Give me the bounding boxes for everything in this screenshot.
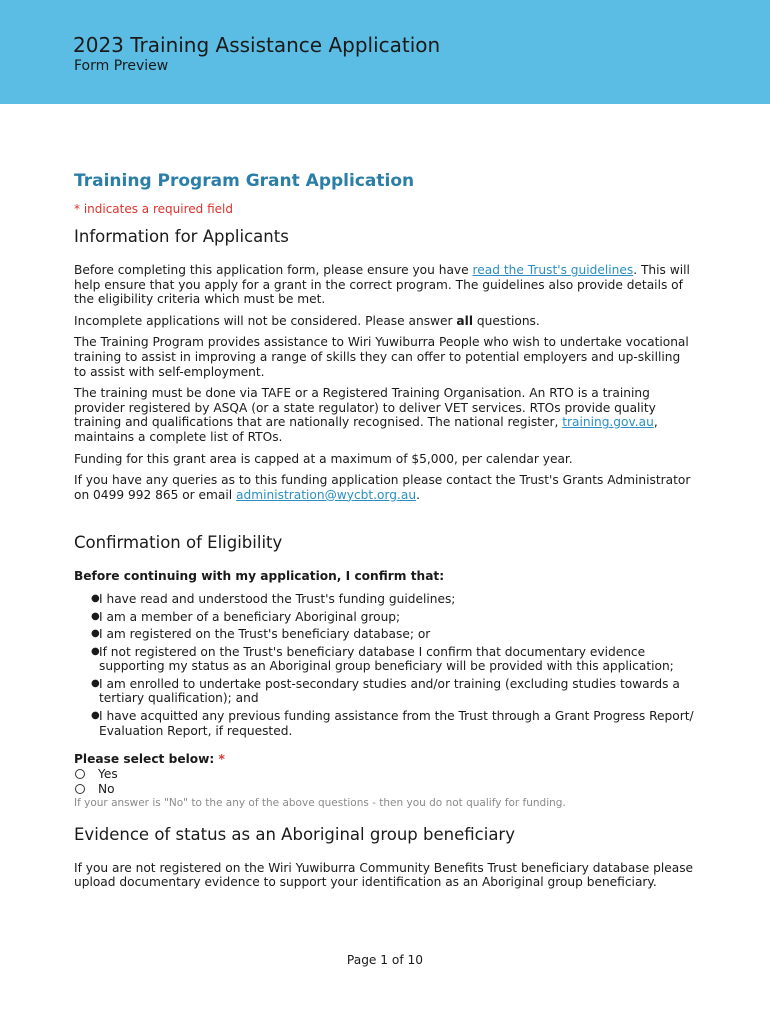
list-item-text: If not registered on the Trust's beneficiary database I confirm that documentary evidence supporting my status as an Aboriginal group beneficiary will be provided with this application; <box>99 644 674 674</box>
radio-yes[interactable] <box>74 767 694 782</box>
eligibility-hint: If your answer is "No" to the any of the above questions - then you do not qualify for funding. <box>74 796 566 809</box>
radio-no-label: No <box>98 781 115 796</box>
list-item: ● If not registered on the Trust's beneficiary database I confirm that documentary evidence supporting my status as an Aboriginal group beneficiary will be provided with this application; <box>91 644 674 674</box>
radio-circle-icon[interactable] <box>75 769 85 779</box>
info-p4-text: The training must be done via TAFE or a Registered Training Organisation. An RTO is a training provider registered by ASQA (or a state regulator) to deliver VET services. RTOs provide quality training and qualifications that are nationally recognised. The national register, <box>74 386 656 430</box>
info-paragraph-rto <box>74 386 694 444</box>
page-number: Page 1 of 10 <box>346 953 424 967</box>
eligibility-heading: Confirmation of Eligibility <box>74 533 283 553</box>
info-p6-text-after: . <box>416 487 420 502</box>
form-title: Training Program Grant Application <box>74 171 415 191</box>
list-item-text: I am enrolled to undertake post-secondary studies and/or training (excluding studies towards a tertiary qualification); and <box>99 676 680 706</box>
info-paragraph-contact <box>74 473 694 502</box>
select-label <box>74 752 694 767</box>
admin-email-link[interactable]: administration@wycbt.org.au <box>236 487 417 502</box>
info-p2-bold: all <box>456 313 474 328</box>
list-item: ● I have read and understood the Trust's funding guidelines; <box>91 591 456 606</box>
radio-no[interactable] <box>74 782 694 797</box>
app-subtitle: Form Preview <box>74 58 169 74</box>
info-p1-text-after: . This will help ensure that you apply for a grant in the correct program. The guidelines also provide details of the eligibility criteria which must be met. <box>74 263 690 307</box>
list-item-text: I am a member of a beneficiary Aboriginal group; <box>99 609 401 624</box>
evidence-paragraph: If you are not registered on the Wiri Yuwiburra Community Benefits Trust beneficiary database please upload documentary evidence to support your identification as an Aboriginal group beneficiary. <box>74 860 694 890</box>
list-item: ● I am enrolled to undertake post-secondary studies and/or training (excluding studies towards a tertiary qualification); and <box>91 676 680 706</box>
info-p4-text-after: , maintains a complete list of RTOs. <box>74 415 658 444</box>
evidence-heading: Evidence of status as an Aboriginal group beneficiary <box>74 824 515 844</box>
required-asterisk: * <box>218 752 225 767</box>
eligibility-lead: Before continuing with my application, I confirm that: <box>74 569 445 584</box>
info-paragraph-guidelines <box>74 263 694 307</box>
info-paragraph-incomplete <box>74 314 694 329</box>
select-label-text: Please select below: <box>74 752 215 767</box>
list-item: ● I have acquitted any previous funding assistance from the Trust through a Grant Progress Report/ Evaluation Report, if requested. <box>91 709 694 738</box>
eligibility-list <box>74 592 694 738</box>
app-title: 2023 Training Assistance Application <box>73 33 441 57</box>
training-gov-link[interactable]: training.gov.au <box>562 415 654 430</box>
info-paragraph-program: The Training Program provides assistance to Wiri Yuwiburra People who wish to undertake vocational training to assist in improving a range of skills they can offer to potential employers and up-skilling to assist with self-employment. <box>74 335 689 379</box>
radio-circle-icon[interactable] <box>75 784 85 794</box>
form-content <box>74 170 694 890</box>
list-item-text: I am registered on the Trust's beneficiary database; or <box>99 627 431 642</box>
list-item-text: I have acquitted any previous funding assistance from the Trust through a Grant Progress Report/ Evaluation Report, if requested. <box>99 709 694 738</box>
info-p2-text: Incomplete applications will not be considered. Please answer <box>74 313 457 328</box>
guidelines-link[interactable]: read the Trust's guidelines <box>472 263 634 277</box>
radio-yes-label: Yes <box>98 766 118 781</box>
info-paragraph-funding-cap: Funding for this grant area is capped at a maximum of $5,000, per calendar year. <box>74 451 573 466</box>
required-field-note: * indicates a required field <box>74 202 233 216</box>
page-header <box>0 0 770 104</box>
info-p2-text-after: questions. <box>473 313 540 328</box>
list-item: ● I am registered on the Trust's beneficiary database; or <box>91 627 431 642</box>
info-p6-text: If you have any queries as to this funding application please contact the Trust's Grants Administrator on 0499 992 865 or email <box>74 473 691 502</box>
list-item: ● I am a member of a beneficiary Aboriginal group; <box>91 609 401 624</box>
list-item-text: I have read and understood the Trust's funding guidelines; <box>99 591 456 606</box>
info-p1-text: Before completing this application form, please ensure you have <box>74 263 473 277</box>
info-heading: Information for Applicants <box>74 227 289 246</box>
